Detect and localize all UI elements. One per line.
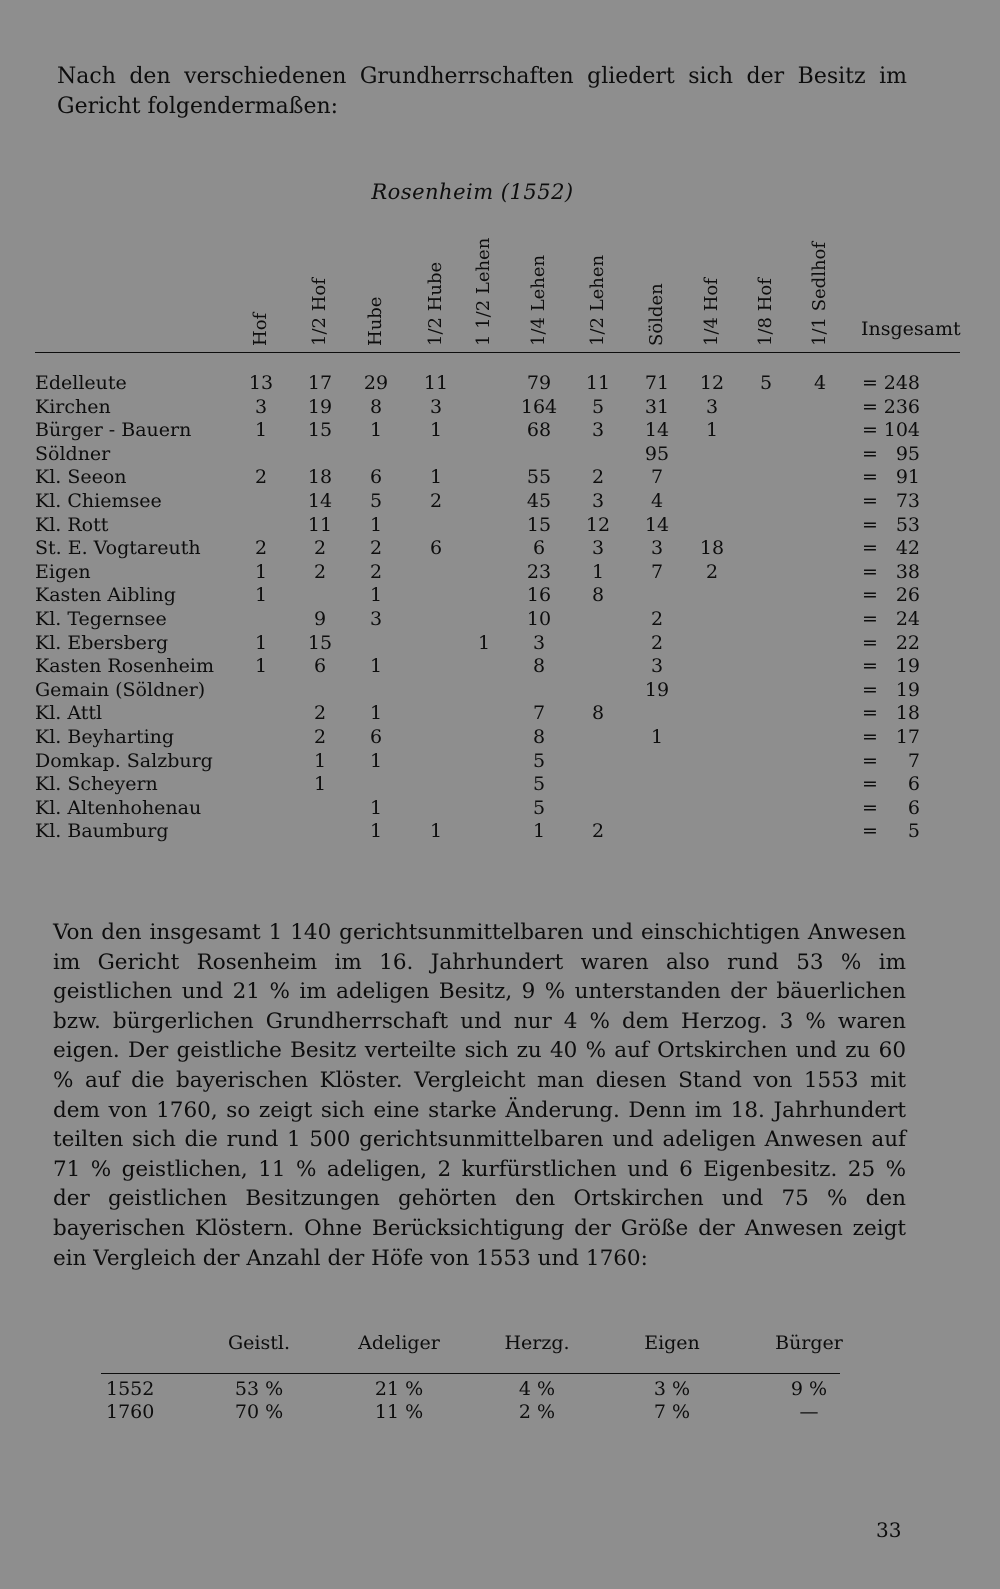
row-label: Söldner <box>35 442 111 465</box>
row-total <box>862 537 920 560</box>
comparison-cell: 4 % <box>518 1378 556 1400</box>
table-cell: 18 <box>699 537 725 560</box>
row-total <box>862 820 920 843</box>
equals-sign: = <box>862 820 878 843</box>
row-total <box>862 419 920 442</box>
table-cell: 11 <box>585 372 611 394</box>
row-label: Kl. Beyharting <box>35 726 175 748</box>
equals-sign: = <box>862 490 878 512</box>
equals-sign: = <box>862 395 878 418</box>
table-cell: 3 <box>254 395 268 418</box>
row-label: Kl. Chiemsee <box>35 490 162 512</box>
row-total <box>862 466 920 489</box>
table-rule <box>35 352 960 353</box>
table-cell: 2 <box>313 560 327 583</box>
column-header <box>469 230 499 346</box>
row-label: Edelleute <box>35 372 127 394</box>
table-cell: 1 <box>369 796 383 819</box>
row-total <box>862 561 920 584</box>
table-cell: 8 <box>532 655 546 678</box>
table-cell: 6 <box>369 466 383 489</box>
table-row <box>0 396 1000 420</box>
table-cell: 4 <box>650 490 664 512</box>
equals-sign: = <box>862 560 878 583</box>
table-cell: 7 <box>532 702 546 725</box>
column-header-total: Insgesamt <box>861 318 961 340</box>
total-value: 248 <box>883 372 920 394</box>
table-cell: 19 <box>307 395 333 418</box>
comparison-cell: 7 % <box>653 1401 691 1423</box>
comparison-cell: 70 % <box>234 1401 284 1423</box>
row-total <box>862 443 920 466</box>
table-cell: 29 <box>363 372 389 394</box>
table-cell: 1 <box>313 773 327 796</box>
comparison-table-rule <box>101 1373 840 1374</box>
row-total <box>862 726 920 749</box>
table-row <box>0 561 1000 585</box>
table-cell: 5 <box>759 372 773 394</box>
table-cell: 8 <box>591 584 605 607</box>
intro-paragraph: Nach den verschiedenen Grundherrschaften gliedert sich der Besitz im Gericht folgendermaßen: <box>57 64 907 119</box>
total-value: 236 <box>883 395 920 418</box>
total-value: 19 <box>895 678 920 701</box>
table-cell: 6 <box>369 726 383 748</box>
comparison-cell: — <box>799 1401 819 1423</box>
row-label: Kl. Tegernsee <box>35 608 167 630</box>
table-cell: 5 <box>532 796 546 819</box>
row-total <box>862 797 920 820</box>
row-total <box>862 372 920 395</box>
table-cell: 55 <box>526 466 552 489</box>
table-cell: 7 <box>650 560 664 583</box>
table-cell: 2 <box>313 726 327 748</box>
table-cell: 1 <box>254 655 268 678</box>
equals-sign: = <box>862 726 878 748</box>
table-cell: 8 <box>369 395 383 418</box>
column-header <box>805 230 835 346</box>
column-header <box>642 230 672 346</box>
row-label: Kl. Rott <box>35 513 109 536</box>
table-cell: 2 <box>369 560 383 583</box>
row-total <box>862 679 920 702</box>
row-total <box>862 702 920 725</box>
table-cell: 14 <box>307 490 333 512</box>
row-total <box>862 750 920 773</box>
comparison-cell: 53 % <box>234 1378 284 1400</box>
table-cell: 3 <box>591 419 605 442</box>
comparison-cell: 2 % <box>518 1401 556 1423</box>
column-header-label: Sölden <box>646 283 667 346</box>
table-cell: 1 <box>254 560 268 583</box>
total-value: 91 <box>895 466 920 489</box>
comparison-row <box>0 1401 1000 1425</box>
row-label: Kirchen <box>35 395 111 418</box>
table-cell: 2 <box>254 466 268 489</box>
comparison-year: 1552 <box>106 1378 155 1400</box>
table-cell: 2 <box>650 608 664 630</box>
table-cell: 12 <box>699 372 725 394</box>
table-cell: 95 <box>644 442 670 465</box>
row-label: Kl. Attl <box>35 702 103 725</box>
total-value: 6 <box>907 796 920 819</box>
table-cell: 18 <box>307 466 333 489</box>
table-row <box>0 750 1000 774</box>
table-cell: 3 <box>591 490 605 512</box>
total-value: 38 <box>895 560 920 583</box>
total-value: 104 <box>883 419 920 442</box>
column-header-label: 1/4 Lehen <box>528 254 549 346</box>
table-cell: 2 <box>254 537 268 560</box>
column-header <box>246 230 276 346</box>
row-label: Kl. Ebersberg <box>35 631 169 654</box>
table-cell: 4 <box>813 372 827 394</box>
table-cell: 8 <box>591 702 605 725</box>
table-cell: 68 <box>526 419 552 442</box>
table-cell: 14 <box>644 513 670 536</box>
table-row <box>0 584 1000 608</box>
total-value: 95 <box>895 442 920 465</box>
equals-sign: = <box>862 702 878 725</box>
row-total <box>862 773 920 796</box>
column-header <box>751 230 781 346</box>
row-total <box>862 490 920 513</box>
comparison-cell: 3 % <box>653 1378 691 1400</box>
equals-sign: = <box>862 608 878 630</box>
column-header <box>524 230 554 346</box>
comparison-header: Herzg. <box>504 1332 570 1354</box>
comparison-cell: 11 % <box>374 1401 424 1423</box>
table-cell: 11 <box>423 372 449 394</box>
table-cell: 79 <box>526 372 552 394</box>
table-caption: Rosenheim (1552) <box>371 180 574 204</box>
equals-sign: = <box>862 631 878 654</box>
table-cell: 1 <box>429 419 443 442</box>
total-value: 19 <box>895 655 920 678</box>
comparison-cell: 9 % <box>790 1378 828 1400</box>
table-row <box>0 514 1000 538</box>
equals-sign: = <box>862 466 878 489</box>
table-cell: 3 <box>532 631 546 654</box>
column-header-label: 1/2 Hube <box>425 261 446 346</box>
row-label: Kasten Rosenheim <box>35 655 214 678</box>
table-cell: 1 <box>369 749 383 772</box>
table-cell: 1 <box>313 749 327 772</box>
total-value: 6 <box>907 773 920 796</box>
equals-sign: = <box>862 442 878 465</box>
table-cell: 6 <box>532 537 546 560</box>
table-cell: 164 <box>520 395 558 418</box>
table-row <box>0 608 1000 632</box>
table-cell: 45 <box>526 490 552 512</box>
table-cell: 1 <box>591 560 605 583</box>
total-value: 53 <box>895 513 920 536</box>
equals-sign: = <box>862 372 878 394</box>
table-cell: 5 <box>532 749 546 772</box>
row-total <box>862 632 920 655</box>
table-cell: 15 <box>307 419 333 442</box>
table-cell: 1 <box>650 726 664 748</box>
row-label: Eigen <box>35 560 91 583</box>
table-row <box>0 490 1000 514</box>
table-cell: 1 <box>369 513 383 536</box>
column-header <box>361 230 391 346</box>
table-cell: 9 <box>313 608 327 630</box>
equals-sign: = <box>862 419 878 442</box>
table-cell: 23 <box>526 560 552 583</box>
row-label: Kl. Seeon <box>35 466 127 489</box>
table-cell: 8 <box>532 726 546 748</box>
table-cell: 1 <box>254 419 268 442</box>
table-cell: 3 <box>369 608 383 630</box>
column-header <box>697 230 727 346</box>
row-total <box>862 608 920 631</box>
table-cell: 1 <box>705 419 719 442</box>
equals-sign: = <box>862 537 878 560</box>
total-value: 18 <box>895 702 920 725</box>
table-cell: 17 <box>307 372 333 394</box>
table-cell: 1 <box>429 466 443 489</box>
row-label: Kl. Altenhohenau <box>35 796 202 819</box>
table-cell: 3 <box>591 537 605 560</box>
table-cell: 15 <box>526 513 552 536</box>
row-total <box>862 514 920 537</box>
table-cell: 2 <box>313 702 327 725</box>
table-cell: 16 <box>526 584 552 607</box>
column-header <box>305 230 335 346</box>
column-header <box>421 230 451 346</box>
equals-sign: = <box>862 678 878 701</box>
table-cell: 2 <box>591 466 605 489</box>
table-row <box>0 726 1000 750</box>
table-cell: 2 <box>429 490 443 512</box>
row-label: St. E. Vogtareuth <box>35 537 201 560</box>
table-row <box>0 443 1000 467</box>
table-cell: 13 <box>248 372 274 394</box>
body-paragraph: Von den insgesamt 1 140 gerichtsunmittelbaren und einschichtigen Anwesen im Gericht Rosenheim im 16. Jahrhundert waren also rund 53 % im geistlichen und 21 % im adeligen Besitz, 9 % unterstanden der bäuerlichen bzw. bürgerlichen Grundherrschaft und nur 4 % dem Herzog. 3 % waren eigen. Der geistliche Besitz verteilte sich zu 40 % auf Ortskirchen und zu 60 % auf die bayerischen Klöster. Vergleicht man diesen Stand von 1553 mit dem von 1760, so zeigt sich eine starke Änderung. Denn im 18. Jahrhundert teilten sich die rund 1 500 gerichtsunmittelbaren und adeligen Anwesen auf 71 % geistlichen, 11 % adeligen, 2 kurfürstlichen und 6 Eigenbesitz. 25 % der geistlichen Besitzungen gehörten den Ortskirchen und 75 % den bayerischen Klöstern. Ohne Berücksichtigung der Größe der Anwesen zeigt ein Vergleich der Anzahl der Höfe von 1553 und 1760: <box>53 920 906 1271</box>
row-label: Kasten Aibling <box>35 584 176 607</box>
table-cell: 6 <box>429 537 443 560</box>
table-cell: 1 <box>369 820 383 843</box>
table-cell: 6 <box>313 655 327 678</box>
total-value: 5 <box>907 820 920 843</box>
total-value: 26 <box>895 584 920 607</box>
table-cell: 1 <box>429 820 443 843</box>
table-cell: 12 <box>585 513 611 536</box>
column-header-label: 1/4 Hof <box>701 278 722 346</box>
table-cell: 7 <box>650 466 664 489</box>
table-cell: 31 <box>644 395 670 418</box>
total-value: 7 <box>907 749 920 772</box>
comparison-header: Adeliger <box>358 1332 440 1354</box>
table-row <box>0 797 1000 821</box>
table-cell: 2 <box>705 560 719 583</box>
table-cell: 10 <box>526 608 552 630</box>
column-header <box>583 230 613 346</box>
table-cell: 2 <box>591 820 605 843</box>
table-cell: 5 <box>369 490 383 512</box>
table-cell: 2 <box>313 537 327 560</box>
column-header-label: Hube <box>365 296 386 346</box>
table-row <box>0 679 1000 703</box>
table-row <box>0 632 1000 656</box>
table-cell: 1 <box>369 419 383 442</box>
total-value: 17 <box>895 726 920 748</box>
comparison-header: Bürger <box>775 1332 843 1354</box>
comparison-header: Geistl. <box>227 1332 290 1354</box>
comparison-row <box>0 1378 1000 1402</box>
column-header-label: 1/2 Hof <box>309 278 330 346</box>
table-cell: 19 <box>644 678 670 701</box>
table-cell: 3 <box>650 537 664 560</box>
table-row <box>0 820 1000 844</box>
table-cell: 2 <box>650 631 664 654</box>
table-cell: 5 <box>591 395 605 418</box>
table-row <box>0 372 1000 396</box>
table-cell: 11 <box>307 513 333 536</box>
table-cell: 3 <box>650 655 664 678</box>
column-header-label: Hof <box>250 312 271 346</box>
table-cell: 1 <box>532 820 546 843</box>
table-cell: 71 <box>644 372 670 394</box>
table-cell: 1 <box>477 631 491 654</box>
table-cell: 3 <box>705 395 719 418</box>
table-cell: 2 <box>369 537 383 560</box>
table-cell: 14 <box>644 419 670 442</box>
row-label: Domkap. Salzburg <box>35 749 213 772</box>
page-number: 33 <box>876 1518 902 1542</box>
comparison-year: 1760 <box>106 1401 155 1423</box>
table-cell: 3 <box>429 395 443 418</box>
equals-sign: = <box>862 773 878 796</box>
column-header-label: 1/2 Lehen <box>587 254 608 346</box>
row-label: Kl. Scheyern <box>35 773 158 796</box>
equals-sign: = <box>862 655 878 678</box>
column-header-label: 1 1/2 Lehen <box>473 237 494 346</box>
total-value: 22 <box>895 631 920 654</box>
table-cell: 1 <box>369 702 383 725</box>
row-total <box>862 396 920 419</box>
comparison-cell: 21 % <box>374 1378 424 1400</box>
table-row <box>0 773 1000 797</box>
row-label: Bürger - Bauern <box>35 419 192 442</box>
table-row <box>0 702 1000 726</box>
row-total <box>862 655 920 678</box>
table-cell: 15 <box>307 631 333 654</box>
column-header-label: 1/1 Sedlhof <box>809 241 830 346</box>
table-cell: 1 <box>254 631 268 654</box>
row-label: Gemain (Söldner) <box>35 678 206 701</box>
equals-sign: = <box>862 796 878 819</box>
table-row <box>0 419 1000 443</box>
row-label: Kl. Baumburg <box>35 820 169 843</box>
table-cell: 1 <box>369 655 383 678</box>
table-cell: 5 <box>532 773 546 796</box>
table-cell: 1 <box>369 584 383 607</box>
table-row <box>0 655 1000 679</box>
total-value: 42 <box>895 537 920 560</box>
total-value: 73 <box>895 490 920 512</box>
equals-sign: = <box>862 513 878 536</box>
table-row <box>0 466 1000 490</box>
table-cell: 1 <box>254 584 268 607</box>
equals-sign: = <box>862 584 878 607</box>
row-total <box>862 584 920 607</box>
equals-sign: = <box>862 749 878 772</box>
table-row <box>0 537 1000 561</box>
column-header-label: 1/8 Hof <box>755 278 776 346</box>
total-value: 24 <box>895 608 920 630</box>
comparison-header: Eigen <box>644 1332 700 1354</box>
